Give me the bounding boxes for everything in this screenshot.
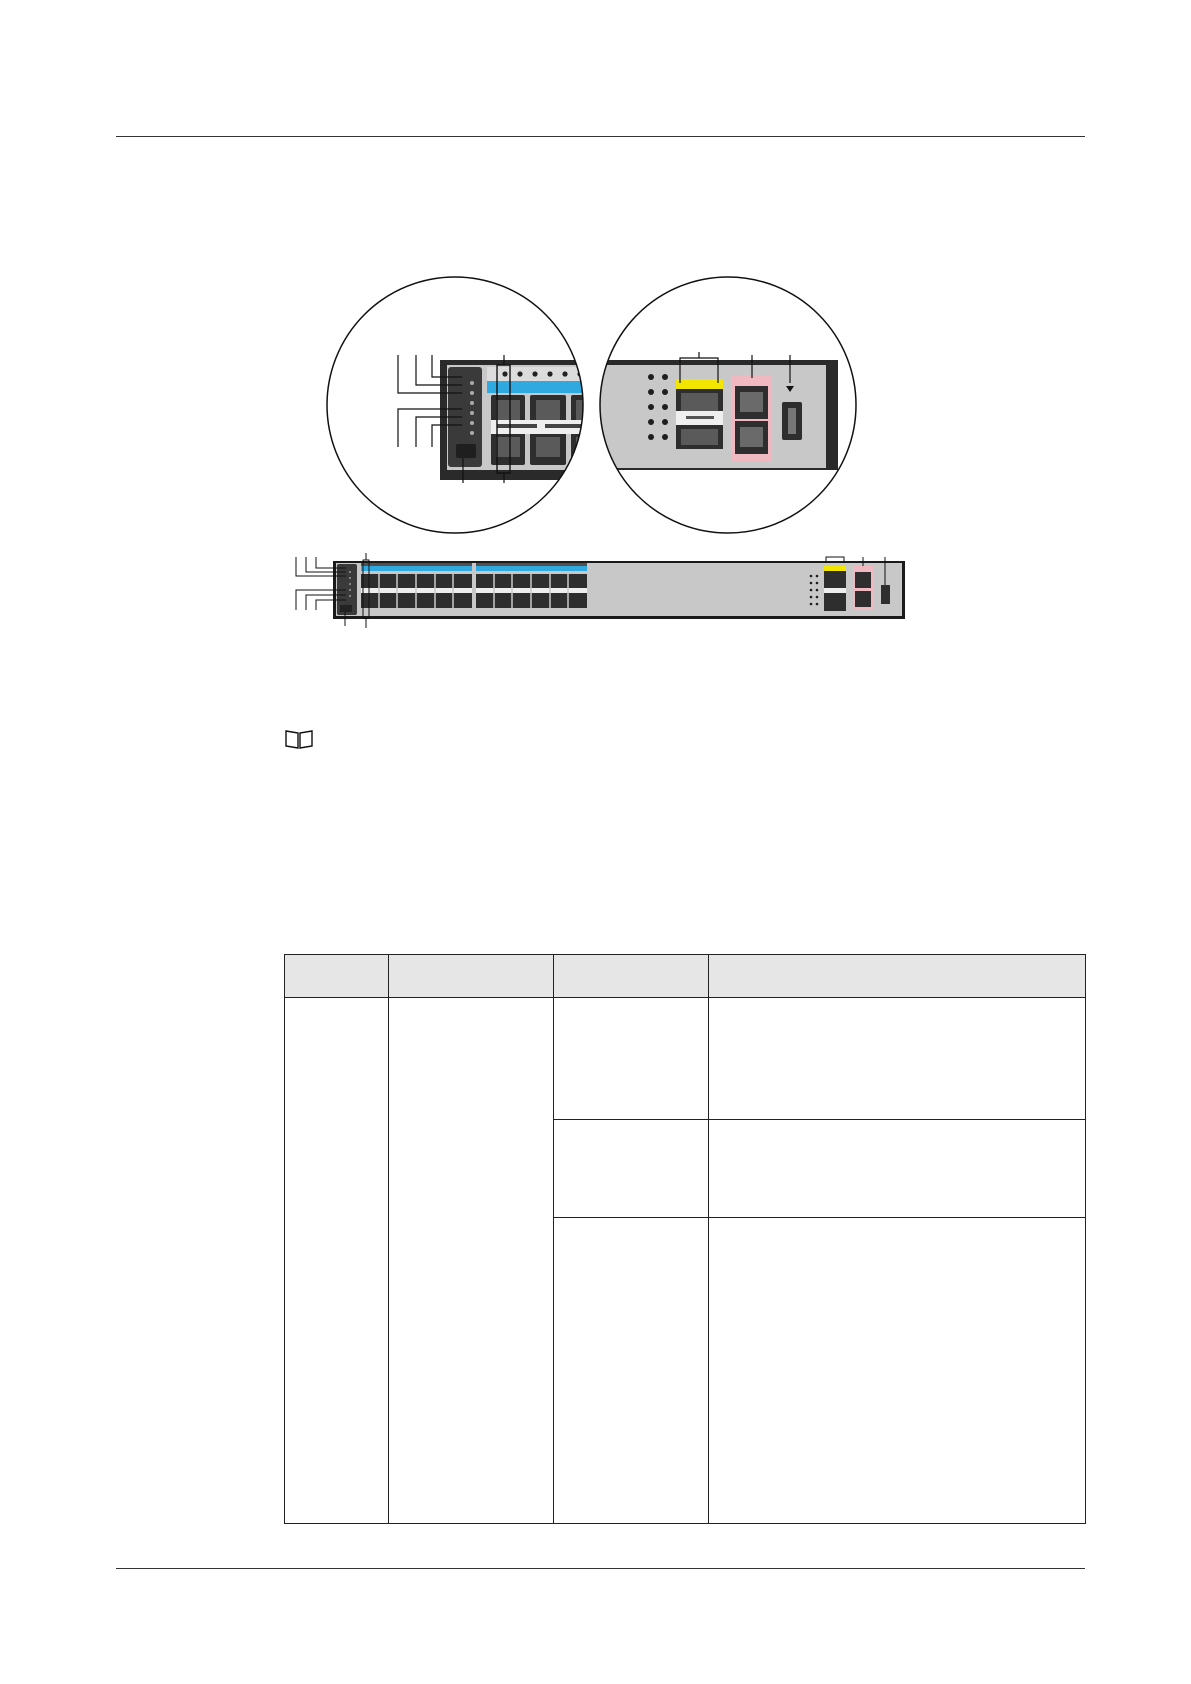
table-cell [554, 1120, 709, 1218]
port-label-band [487, 381, 602, 393]
table-header-cell [389, 955, 554, 998]
table-cell [554, 998, 709, 1120]
footer-rule [116, 1568, 1085, 1569]
table-header-cell [554, 955, 709, 998]
table-cell [554, 1218, 709, 1524]
table-cell [389, 998, 554, 1524]
table-cell [709, 1120, 1086, 1218]
table-cell [709, 1218, 1086, 1524]
table-header-cell [285, 955, 389, 998]
spec-table [284, 954, 1086, 1524]
right-zoom-circle [598, 277, 856, 533]
table-row [285, 998, 1086, 1120]
table-header-cell [709, 955, 1086, 998]
mode-button [456, 444, 476, 458]
table-header-row [285, 955, 1086, 998]
table-cell [709, 998, 1086, 1120]
book-note-icon [284, 728, 314, 750]
switch-front-panel [296, 553, 905, 628]
stack-port-band [676, 379, 723, 389]
switch-front-panel-figure [0, 0, 1191, 680]
table-cell [285, 998, 389, 1524]
left-zoom-circle [327, 277, 606, 533]
